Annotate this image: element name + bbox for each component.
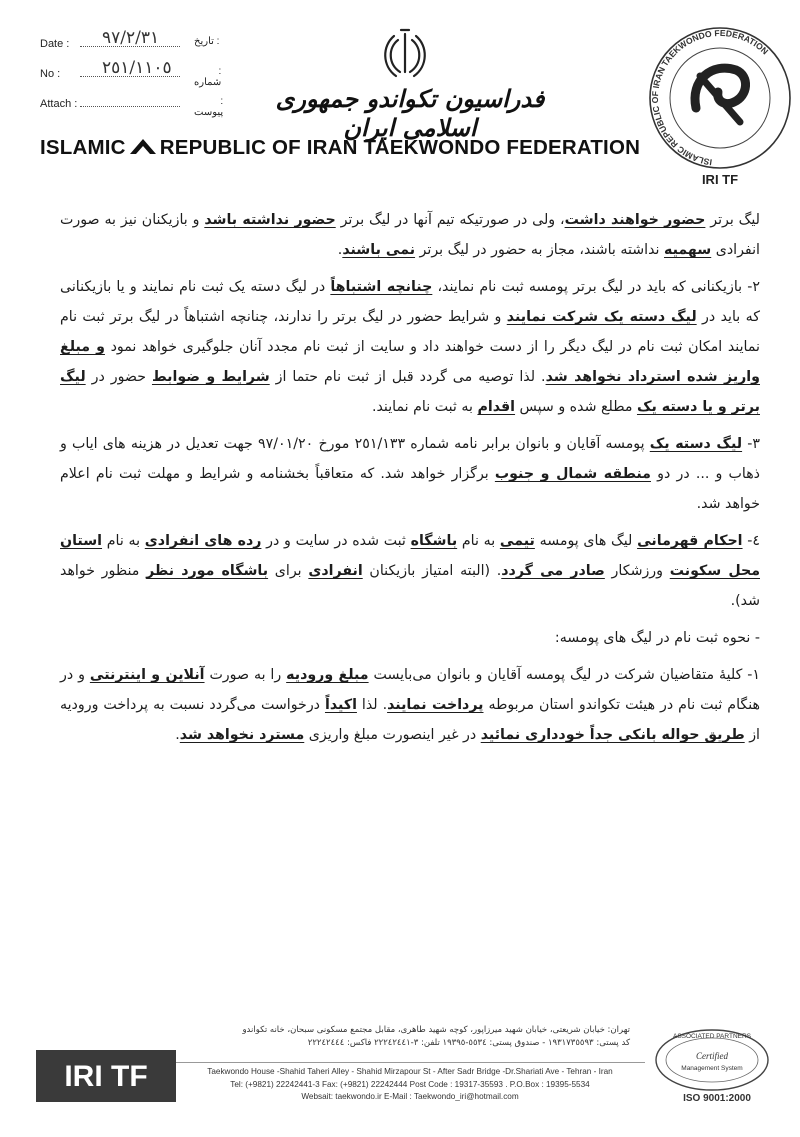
chevron-mark-icon <box>128 137 158 155</box>
emphasis-run: رده های انفرادی <box>144 533 262 549</box>
footer-contact-line: Tel: (+9821) 22242441-3 Fax: (+9821) 22242444 Post Code : 19317-35593 . P.O.Box : 19395-5534 <box>230 1079 590 1089</box>
text-run: پومسه آقایان و بانوان برابر نامه شماره ٢٥١/١٣٣ مورخ ٩٧/٠١/٢٠ جهت تعدیل در هزینه های ایاب و ذهاب و ... در دو <box>60 436 761 482</box>
footer-address-en <box>175 1066 645 1104</box>
text-run: به نام <box>457 533 500 549</box>
text-run: و شرایط حضور در لیگ برتر را ندارند، چنانچه اشتباهاً در لیگ برتر ثبت نام نمایند امکان ثبت نام در لیگ دیگر را از دست خواهند داد و سایت از ثبت نام مجدد آنان جلوگیری خواهد نمود <box>60 309 760 355</box>
text-run: ٣- <box>742 436 760 452</box>
emphasis-run: حضور نداشته باشد <box>204 212 336 228</box>
emphasis-run: نمی باشند <box>342 242 416 258</box>
emphasis-run: مبلغ ورودیه <box>286 667 369 683</box>
attach-field <box>40 96 224 118</box>
text-run: و بازیکنان نیز به صورت انفرادی <box>60 212 760 258</box>
emphasis-run: پرداخت نمایند <box>387 697 484 713</box>
number-label-fa: : شماره <box>194 66 222 88</box>
paragraph-registration-heading <box>60 623 760 653</box>
text-run: ثبت شده در سایت و در <box>261 533 411 549</box>
text-run: . <box>175 727 180 743</box>
seal-ring-text: ISLAMIC REPUBLIC OF IRAN TAEKWONDO FEDERATION <box>649 27 771 168</box>
emphasis-run: استان محل سکونت <box>60 533 760 579</box>
text-run: . (البته امتیاز بازیکنان <box>362 563 502 579</box>
paragraph-intro <box>60 205 760 265</box>
text-run: ٤- <box>742 533 760 549</box>
footer-address-fa-line2: کد پستی: ١٩٣١٧٣٥٥٩٣ - صندوق پستی: ٥٥٣٤-١٩٣٩٥ تلفن: ٣-٢٢٢٤٢٤٤١ فاکس: ٢٢٢٤٢٤٤٤ <box>307 1038 630 1048</box>
text-run: ١- کلیهٔ متقاضیان شرکت در لیگ پومسه آقایان و بانوان می‌بایست <box>368 667 761 683</box>
cert-top-text: ASSOCIATED PARTNERS <box>672 1033 752 1040</box>
emphasis-run: لیگ دسته یک <box>649 436 743 452</box>
federation-name-en <box>40 136 640 160</box>
cert-system-text: Management System <box>681 1065 743 1072</box>
emphasis-run: شرایط و ضوابط <box>151 369 270 385</box>
emphasis-run: لیگ دسته یک شرکت نمایند <box>506 309 697 325</box>
emphasis-run: احکام قهرمانی <box>637 533 743 549</box>
number-field <box>40 58 222 88</box>
date-label: Date : <box>40 38 70 50</box>
text-run: برگزار خواهد شد. که متعاقباً بخشنامه و شرایط و مهلت ثبت نام اعلام خواهد شد. <box>60 466 760 512</box>
date-field <box>40 28 220 50</box>
text-run: - نحوه ثبت نام در لیگ های پومسه: <box>554 630 760 646</box>
emphasis-run: چنانچه اشتباهاً <box>330 279 433 295</box>
text-run: . لذا <box>356 697 388 713</box>
footer-address-fa-line1: تهران: خیابان شریعتی، خیابان شهید میرزاپور، کوچه شهید طاهری، مقابل مجتمع مسکونی سبحان، خانه تکواندو <box>242 1025 630 1035</box>
text-run: در لیگ دسته یک ثبت نام نمایند و یا بازیکنانی که باید در <box>60 279 760 325</box>
iso-label: ISO 9001:2000 <box>683 1093 751 1104</box>
text-run: نداشته باشند، مجاز به حضور در لیگ برتر <box>415 242 664 258</box>
paragraph-item-2 <box>60 272 760 422</box>
footer-divider <box>175 1062 645 1063</box>
text-run: . لذا توصیه می گردد قبل از ثبت نام حتما از <box>269 369 546 385</box>
emphasis-run: مسترد نخواهد شد <box>179 727 305 743</box>
emphasis-run: منطقه شمال و جنوب <box>494 466 651 482</box>
emphasis-run: انفرادی <box>308 563 363 579</box>
text-run: ، ولی در صورتیکه تیم آنها در لیگ برتر <box>335 212 565 228</box>
text-run: . <box>337 242 343 258</box>
text-run: درخواست می‌گردد نسبت به پرداخت ورودیه از <box>60 697 760 743</box>
date-value: ٩٧/٢/٣١ <box>102 28 160 48</box>
text-run: لیگ های پومسه <box>534 533 638 549</box>
emphasis-run: لیگ برتر و یا دسته یک <box>60 369 760 415</box>
text-run: و در هنگام ثبت نام در هیئت تکواندو استان مربوطه <box>60 667 760 713</box>
text-run: حضور در <box>85 369 152 385</box>
emphasis-run: صادر می گردد <box>501 563 605 579</box>
irif-footer-logo-text: IRI TF <box>64 1060 148 1093</box>
emphasis-run: سهمیه <box>663 242 712 258</box>
text-run: برای <box>268 563 309 579</box>
text-run: لیگ برتر <box>705 212 760 228</box>
number-label: No : <box>40 68 61 80</box>
emphasis-run: باشگاه <box>410 533 458 549</box>
footer-web-email-line: Websait: taekwondo.ir E-Mail : Taekwondo_iri@hotmail.com <box>301 1092 519 1101</box>
text-run: در غیر اینصورت مبلغ واریزی <box>304 727 481 743</box>
emphasis-run: باشگاه مورد نظر <box>146 563 269 579</box>
federation-seal-logo <box>640 10 800 190</box>
federation-name-en-part2: REPUBLIC OF IRAN TAEKWONDO FEDERATION <box>159 136 641 159</box>
emphasis-run: طریق حواله بانکی جداً خودداری نمائید <box>480 727 745 743</box>
certification-badge-icon <box>652 1024 772 1094</box>
emphasis-run: حضور خواهند داشت <box>564 212 706 228</box>
emphasis-run: آنلاین و اینترنتی <box>89 667 205 683</box>
paragraph-item-4 <box>60 526 760 616</box>
text-run: به نام <box>102 533 145 549</box>
attach-label-fa: : پیوست <box>194 96 224 118</box>
letter-body <box>60 205 760 757</box>
emphasis-run: اقدام <box>477 399 516 415</box>
cert-mid-text: Certified <box>696 1051 728 1061</box>
emphasis-run: تیمی <box>499 533 535 549</box>
federation-name-en-part1: ISLAMIC <box>40 136 126 159</box>
iran-emblem-icon <box>380 26 430 86</box>
emphasis-run: و مبلغ واریز شده استرداد نخواهد شد <box>60 339 760 385</box>
federation-name-fa: فدراسیون تکواندو جمهوری اسلامی ایران <box>275 84 545 142</box>
emphasis-run: اکیداً <box>324 697 357 713</box>
paragraph-registration-1 <box>60 660 760 750</box>
text-run: منظور خواهد شد). <box>60 563 760 609</box>
text-run: ورزشکار <box>604 563 670 579</box>
footer-address-fa <box>230 1024 630 1050</box>
footer-address-en-line1: Taekwondo House -Shahid Taheri Alley - Shahid Mirzapour St - After Sadr Bridge -Dr.Shariati Ave - Tehran - Iran <box>207 1067 613 1076</box>
number-value: ٢٥١/١١٠٥ <box>102 58 172 78</box>
irif-footer-logo <box>36 1050 176 1102</box>
text-run: ٢- بازیکنانی که باید در لیگ برتر پومسه ثبت نام نمایند، <box>432 279 760 295</box>
text-run: مطلع شده و سپس <box>515 399 637 415</box>
seal-label: IRI TF <box>701 172 739 187</box>
text-run: را به صورت <box>204 667 287 683</box>
paragraph-item-3 <box>60 429 760 519</box>
date-label-fa: : تاریخ <box>194 36 220 47</box>
attach-label: Attach : <box>40 98 78 110</box>
text-run: به ثبت نام نمایند. <box>371 399 478 415</box>
